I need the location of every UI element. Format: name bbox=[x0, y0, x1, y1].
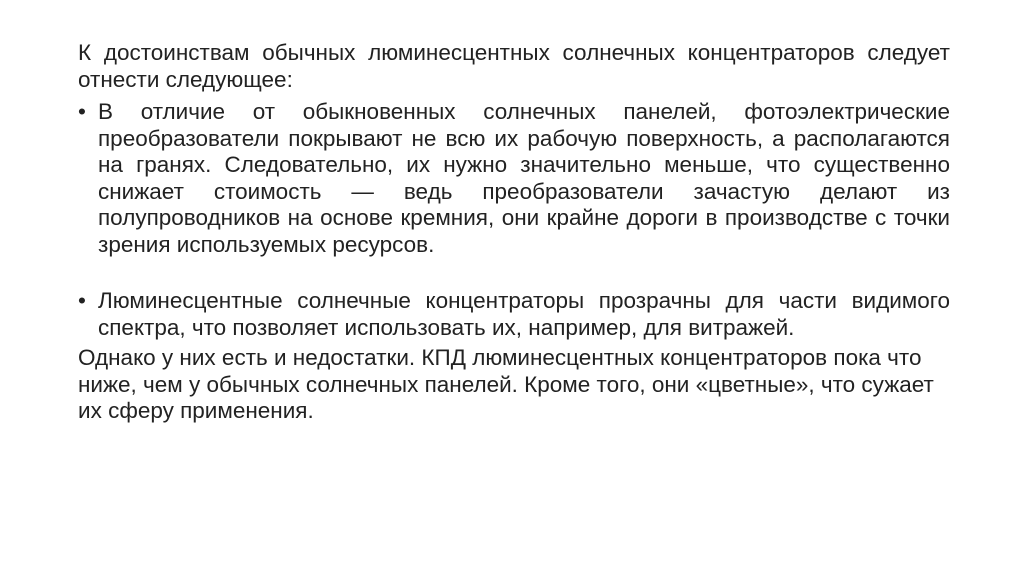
closing-paragraph: Однако у них есть и недостатки. КПД люминесцентных концентраторов пока что ниже, чем у обычных солнечных панелей. Кроме того, они «цветные», что сужает их сферу применения. bbox=[78, 345, 934, 423]
slide-body bbox=[78, 40, 950, 425]
bullet-item-1 bbox=[78, 99, 950, 258]
intro-paragraph: К достоинствам обычных люминесцентных солнечных концентраторов следует отнести следующее: bbox=[78, 40, 950, 92]
bullet-icon: • bbox=[78, 288, 86, 313]
bullet-text-2: Люминесцентные солнечные концентраторы прозрачны для части видимого спектра, что позволяет использовать их, например, для витражей. bbox=[98, 288, 950, 340]
bullet-icon: • bbox=[78, 99, 86, 124]
bullet-item-2 bbox=[78, 288, 950, 341]
bullet-text-1: В отличие от обыкновенных солнечных панелей, фотоэлектрические преобразователи покрывают не всю их рабочую поверхность, а располагаются на гранях. Следовательно, их нужно значительно меньше, что существенно снижает стоимость — ведь преобразователи зачастую делают из полупроводников на основе кремния, они крайне дороги в производстве с точки зрения используемых ресурсов. bbox=[98, 99, 950, 257]
